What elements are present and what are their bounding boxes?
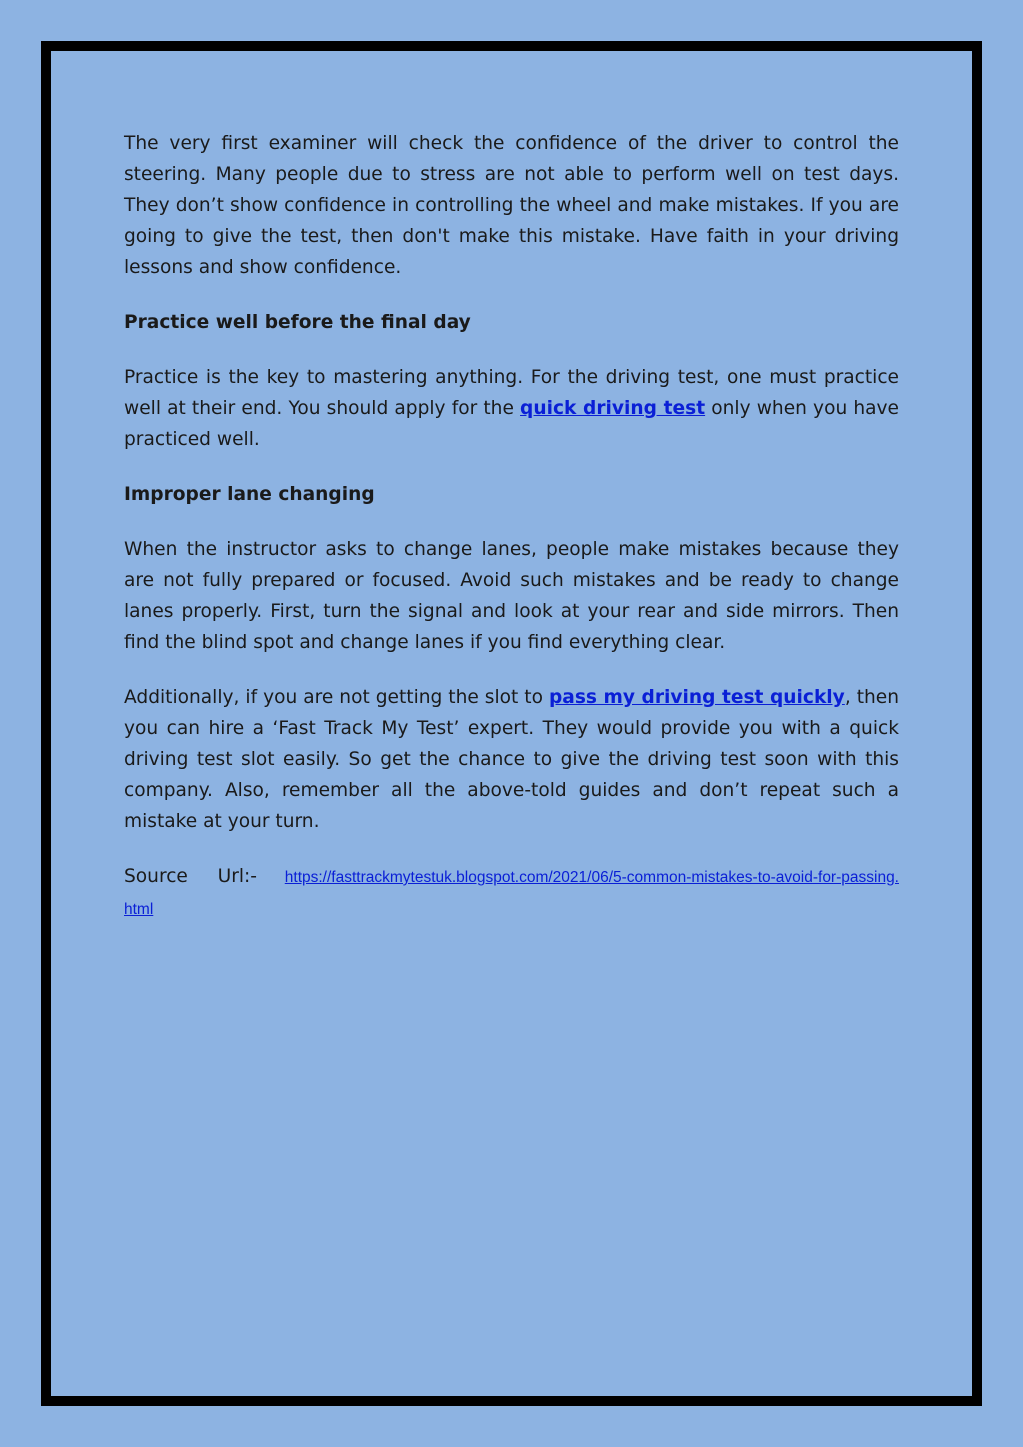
source-line bbox=[124, 861, 899, 925]
paragraph-additionally bbox=[124, 682, 899, 837]
heading-practice: Practice well before the final day bbox=[124, 312, 471, 333]
paragraph-practice bbox=[124, 362, 899, 455]
document-body bbox=[124, 128, 899, 925]
heading-lane-changing: Improper lane changing bbox=[124, 484, 375, 505]
paragraph-lane-changing: When the instructor asks to change lanes, people make mistakes because they are not fully prepared or focused. Avoid such mistakes and be ready to change lanes properly. First, turn the signal and look at your rear and side mirrors. Then find the blind spot and change lanes if you find everything clear. bbox=[124, 539, 899, 653]
quick-driving-test-link[interactable]: quick driving test bbox=[520, 398, 706, 419]
paragraph-additionally-text-before: Additionally, if you are not getting the slot to bbox=[124, 687, 549, 708]
paragraph-confidence: The very first examiner will check the confidence of the driver to control the steering. Many people due to stress are not able to perform well on test days. They don’t show confidence in controlling the wheel and make mistakes. If you are going to give the test, then don't make this mistake. Have faith in your driving lessons and show confidence. bbox=[124, 133, 899, 278]
paragraph-practice-text-before: Practice is the key to mastering anything. For the driving test, one must practice well at their end. You should apply for the bbox=[124, 367, 899, 419]
source-label: Source Url:- bbox=[124, 866, 258, 887]
paragraph-additionally-text-after: , then you can hire a ‘Fast Track My Test’ expert. They would provide you with a quick driving test slot easily. So get the chance to give the driving test soon with this company. Also, remember all the above-told guides and don’t repeat such a mistake at your turn. bbox=[124, 687, 900, 832]
pass-driving-test-quickly-link[interactable]: pass my driving test quickly bbox=[548, 687, 845, 708]
source-url-link[interactable]: https://fasttrackmytestuk.blogspot.com/2021/06/5-common-mistakes-to-avoid-for-passing.html bbox=[124, 869, 899, 918]
paragraph-practice-text-after: only when you have practiced well. bbox=[124, 398, 899, 450]
